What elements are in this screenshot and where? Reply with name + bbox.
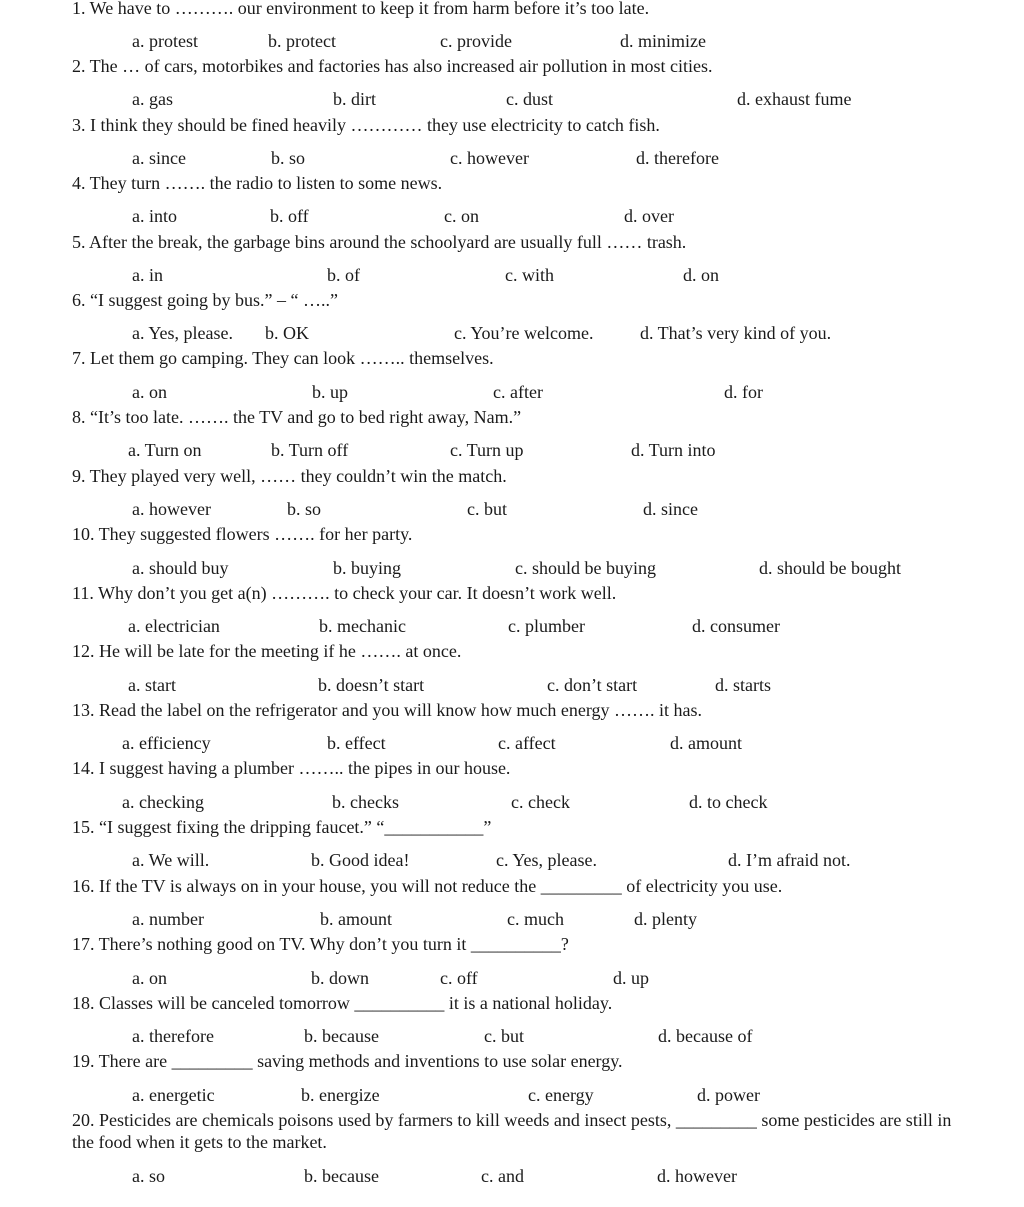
question-4-option-d[interactable]: d. over [624, 206, 674, 226]
question-5-text: 5. After the break, the garbage bins around the schoolyard are usually full …… trash. [72, 232, 687, 252]
question-6-option-c[interactable]: c. You’re welcome. [454, 323, 594, 343]
question-10-option-c[interactable]: c. should be buying [515, 558, 656, 578]
question-11-text: 11. Why don’t you get a(n) ………. to check your car. It doesn’t work well. [72, 583, 617, 603]
question-14-option-b[interactable]: b. checks [332, 792, 399, 812]
question-7-option-a[interactable]: a. on [132, 382, 167, 402]
question-20-text: 20. Pesticides are chemicals poisons used by farmers to kill weeds and insect pests, _________ some pesticides are still in the food when it gets to the market. [72, 1110, 952, 1152]
question-19-option-b[interactable]: b. energize [301, 1085, 380, 1105]
question-14-option-a[interactable]: a. checking [122, 792, 204, 812]
question-18-option-c[interactable]: c. but [484, 1026, 524, 1046]
question-17-text: 17. There’s nothing good on TV. Why don’t you turn it __________? [72, 934, 569, 954]
question-16-option-a[interactable]: a. number [132, 909, 204, 929]
question-1-option-a[interactable]: a. protest [132, 31, 198, 51]
question-20-option-c[interactable]: c. and [481, 1166, 524, 1186]
question-2-option-d[interactable]: d. exhaust fume [737, 89, 852, 109]
question-6-option-d[interactable]: d. That’s very kind of you. [640, 323, 832, 343]
question-18-text: 18. Classes will be canceled tomorrow __________ it is a national holiday. [72, 993, 613, 1013]
question-16-text: 16. If the TV is always on in your house, you will not reduce the _________ of electricity you use. [72, 876, 783, 896]
question-1-option-d[interactable]: d. minimize [620, 31, 706, 51]
question-13-option-d[interactable]: d. amount [670, 733, 742, 753]
question-10-option-d[interactable]: d. should be bought [759, 558, 901, 578]
question-6-option-b[interactable]: b. OK [265, 323, 309, 343]
question-20-option-b[interactable]: b. because [304, 1166, 379, 1186]
question-13-option-b[interactable]: b. effect [327, 733, 386, 753]
question-19-text: 19. There are _________ saving methods and inventions to use solar energy. [72, 1051, 623, 1071]
question-3-option-b[interactable]: b. so [271, 148, 306, 168]
question-13-option-c[interactable]: c. affect [498, 733, 556, 753]
question-15-option-c[interactable]: c. Yes, please. [496, 850, 597, 870]
question-3-option-c[interactable]: c. however [450, 148, 529, 168]
question-19-option-d[interactable]: d. power [697, 1085, 760, 1105]
question-12-option-a[interactable]: a. start [128, 675, 176, 695]
question-2-text: 2. The … of cars, motorbikes and factories has also increased air pollution in most cities. [72, 56, 713, 76]
question-20-option-a[interactable]: a. so [132, 1166, 165, 1186]
question-11-option-a[interactable]: a. electrician [128, 616, 220, 636]
question-10-text: 10. They suggested flowers ……. for her party. [72, 524, 413, 544]
question-12-option-c[interactable]: c. don’t start [547, 675, 638, 695]
question-5-option-b[interactable]: b. of [327, 265, 360, 285]
question-1-text: 1. We have to ………. our environment to keep it from harm before it’s too late. [72, 0, 650, 18]
question-20-option-d[interactable]: d. however [657, 1166, 737, 1186]
question-7-option-b[interactable]: b. up [312, 382, 348, 402]
question-1-option-c[interactable]: c. provide [440, 31, 512, 51]
question-13-text: 13. Read the label on the refrigerator and you will know how much energy ……. it has. [72, 700, 703, 720]
question-14-option-d[interactable]: d. to check [689, 792, 768, 812]
question-15-option-a[interactable]: a. We will. [132, 850, 210, 870]
question-3-text: 3. I think they should be fined heavily ………… they use electricity to catch fish. [72, 115, 660, 135]
question-11-option-d[interactable]: d. consumer [692, 616, 780, 636]
question-19-option-c[interactable]: c. energy [528, 1085, 594, 1105]
question-18-option-b[interactable]: b. because [304, 1026, 379, 1046]
question-8-option-b[interactable]: b. Turn off [271, 440, 349, 460]
question-1-option-b[interactable]: b. protect [268, 31, 336, 51]
question-16-option-b[interactable]: b. amount [320, 909, 392, 929]
question-9-option-a[interactable]: a. however [132, 499, 211, 519]
question-9-option-c[interactable]: c. but [467, 499, 507, 519]
question-15-text: 15. “I suggest fixing the dripping faucet.” “___________” [72, 817, 492, 837]
question-18-option-d[interactable]: d. because of [658, 1026, 753, 1046]
question-14-option-c[interactable]: c. check [511, 792, 570, 812]
question-5-option-a[interactable]: a. in [132, 265, 163, 285]
question-7-option-c[interactable]: c. after [493, 382, 543, 402]
question-10-option-b[interactable]: b. buying [333, 558, 402, 578]
question-5-option-d[interactable]: d. on [683, 265, 719, 285]
question-8-option-d[interactable]: d. Turn into [631, 440, 716, 460]
question-2-option-a[interactable]: a. gas [132, 89, 173, 109]
question-12-option-b[interactable]: b. doesn’t start [318, 675, 425, 695]
question-4-option-a[interactable]: a. into [132, 206, 177, 226]
question-4-option-c[interactable]: c. on [444, 206, 479, 226]
question-2-option-c[interactable]: c. dust [506, 89, 553, 109]
question-17-option-a[interactable]: a. on [132, 968, 167, 988]
question-17-option-b[interactable]: b. down [311, 968, 369, 988]
question-3-option-a[interactable]: a. since [132, 148, 186, 168]
question-14-text: 14. I suggest having a plumber …….. the pipes in our house. [72, 758, 511, 778]
question-8-text: 8. “It’s too late. ……. the TV and go to bed right away, Nam.” [72, 407, 522, 427]
question-18-option-a[interactable]: a. therefore [132, 1026, 214, 1046]
question-8-option-c[interactable]: c. Turn up [450, 440, 524, 460]
question-7-text: 7. Let them go camping. They can look …….. themselves. [72, 348, 494, 368]
question-16-option-c[interactable]: c. much [507, 909, 564, 929]
question-17-option-d[interactable]: d. up [613, 968, 649, 988]
question-9-option-d[interactable]: d. since [643, 499, 698, 519]
question-2-option-b[interactable]: b. dirt [333, 89, 376, 109]
question-5-option-c[interactable]: c. with [505, 265, 554, 285]
question-9-option-b[interactable]: b. so [287, 499, 322, 519]
question-4-option-b[interactable]: b. off [270, 206, 309, 226]
question-11-option-c[interactable]: c. plumber [508, 616, 585, 636]
question-12-option-d[interactable]: d. starts [715, 675, 771, 695]
question-4-text: 4. They turn ……. the radio to listen to some news. [72, 173, 443, 193]
question-10-option-a[interactable]: a. should buy [132, 558, 229, 578]
question-11-option-b[interactable]: b. mechanic [319, 616, 406, 636]
question-6-text: 6. “I suggest going by bus.” – “ …..” [72, 290, 338, 310]
question-9-text: 9. They played very well, …… they couldn’t win the match. [72, 466, 507, 486]
question-16-option-d[interactable]: d. plenty [634, 909, 697, 929]
question-17-option-c[interactable]: c. off [440, 968, 478, 988]
question-12-text: 12. He will be late for the meeting if he ……. at once. [72, 641, 462, 661]
question-19-option-a[interactable]: a. energetic [132, 1085, 215, 1105]
question-15-option-d[interactable]: d. I’m afraid not. [728, 850, 851, 870]
question-13-option-a[interactable]: a. efficiency [122, 733, 211, 753]
question-8-option-a[interactable]: a. Turn on [128, 440, 202, 460]
question-6-option-a[interactable]: a. Yes, please. [132, 323, 233, 343]
question-15-option-b[interactable]: b. Good idea! [311, 850, 410, 870]
question-3-option-d[interactable]: d. therefore [636, 148, 719, 168]
question-7-option-d[interactable]: d. for [724, 382, 763, 402]
